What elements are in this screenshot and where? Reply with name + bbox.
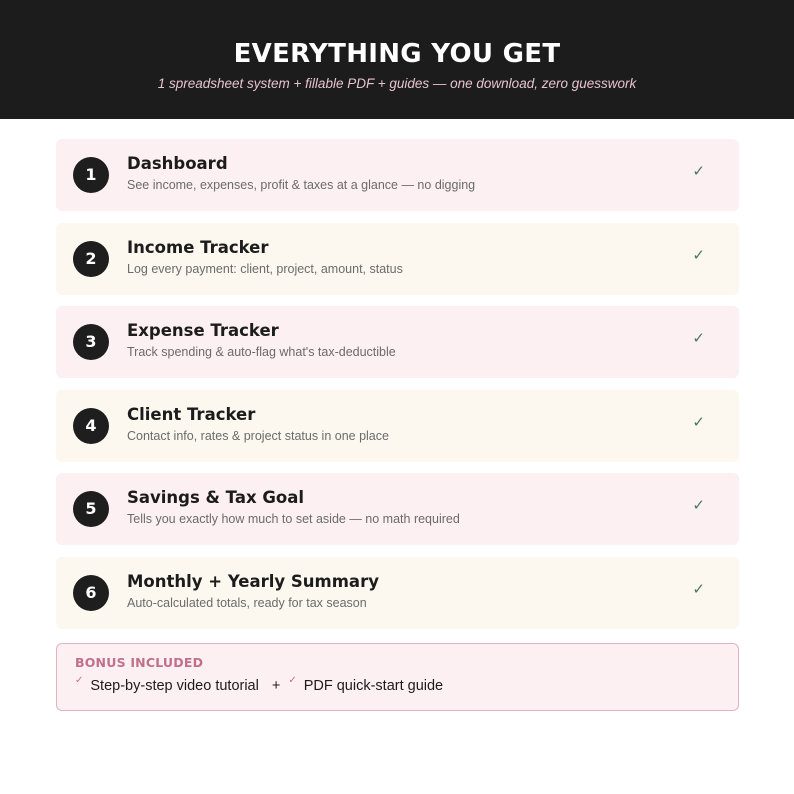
item-description: See income, expenses, profit & taxes at a glance — no digging xyxy=(127,178,476,192)
feature-item-dashboard xyxy=(56,139,739,211)
item-description: Log every payment: client, project, amount, status xyxy=(127,261,403,276)
page-subtitle: 1 spreadsheet system + fillable PDF + guides — one download, zero guesswork xyxy=(157,76,637,91)
checkmark-icon: ✓ xyxy=(692,245,705,264)
item-title: Client Tracker xyxy=(127,404,256,424)
bonus-items-row xyxy=(75,676,443,696)
item-number-badge: 4 xyxy=(73,408,109,444)
item-number-badge: 2 xyxy=(73,241,109,277)
item-title: Savings & Tax Goal xyxy=(127,488,305,507)
feature-item-monthly-yearly-summary xyxy=(56,557,739,629)
item-description: Track spending & auto-flag what's tax-deductible xyxy=(127,345,396,359)
feature-item-expense-tracker xyxy=(56,306,739,378)
item-title: Income Tracker xyxy=(127,237,269,257)
checkmark-icon: ✓ xyxy=(692,496,705,514)
item-number-badge: 6 xyxy=(73,575,109,611)
checkmark-icon: ✓ xyxy=(692,329,705,347)
item-number-badge: 5 xyxy=(73,491,109,527)
item-number-badge: 3 xyxy=(73,324,109,360)
checkmark-icon: ✓ xyxy=(692,162,705,180)
checkmark-icon: ✓ xyxy=(692,412,705,431)
item-title: Dashboard xyxy=(127,154,228,173)
item-number-badge: 1 xyxy=(73,157,109,193)
item-description: Contact info, rates & project status in one place xyxy=(127,428,389,443)
checkmark-icon: ✓ xyxy=(692,579,705,598)
bonus-separator: + xyxy=(271,678,281,694)
bonus-box xyxy=(56,643,739,711)
item-description: Auto-calculated totals, ready for tax season xyxy=(127,595,367,610)
header-banner xyxy=(0,0,794,119)
bonus-item-video-tutorial: Step-by-step video tutorial xyxy=(90,678,259,694)
bonus-label: BONUS INCLUDED xyxy=(75,655,204,670)
feature-item-savings-tax-goal xyxy=(56,473,739,545)
feature-item-client-tracker xyxy=(56,390,739,462)
feature-list xyxy=(56,139,739,640)
item-title: Monthly + Yearly Summary xyxy=(127,571,379,591)
feature-item-income-tracker xyxy=(56,223,739,295)
item-description: Tells you exactly how much to set aside — no math required xyxy=(127,512,460,526)
bonus-checkmark-icon: ✓ xyxy=(288,675,297,686)
item-title: Expense Tracker xyxy=(127,321,279,340)
bonus-item-quick-start-guide: PDF quick-start guide xyxy=(303,678,444,694)
page-title: EVERYTHING YOU GET xyxy=(233,39,561,69)
bonus-checkmark-icon: ✓ xyxy=(75,675,84,686)
